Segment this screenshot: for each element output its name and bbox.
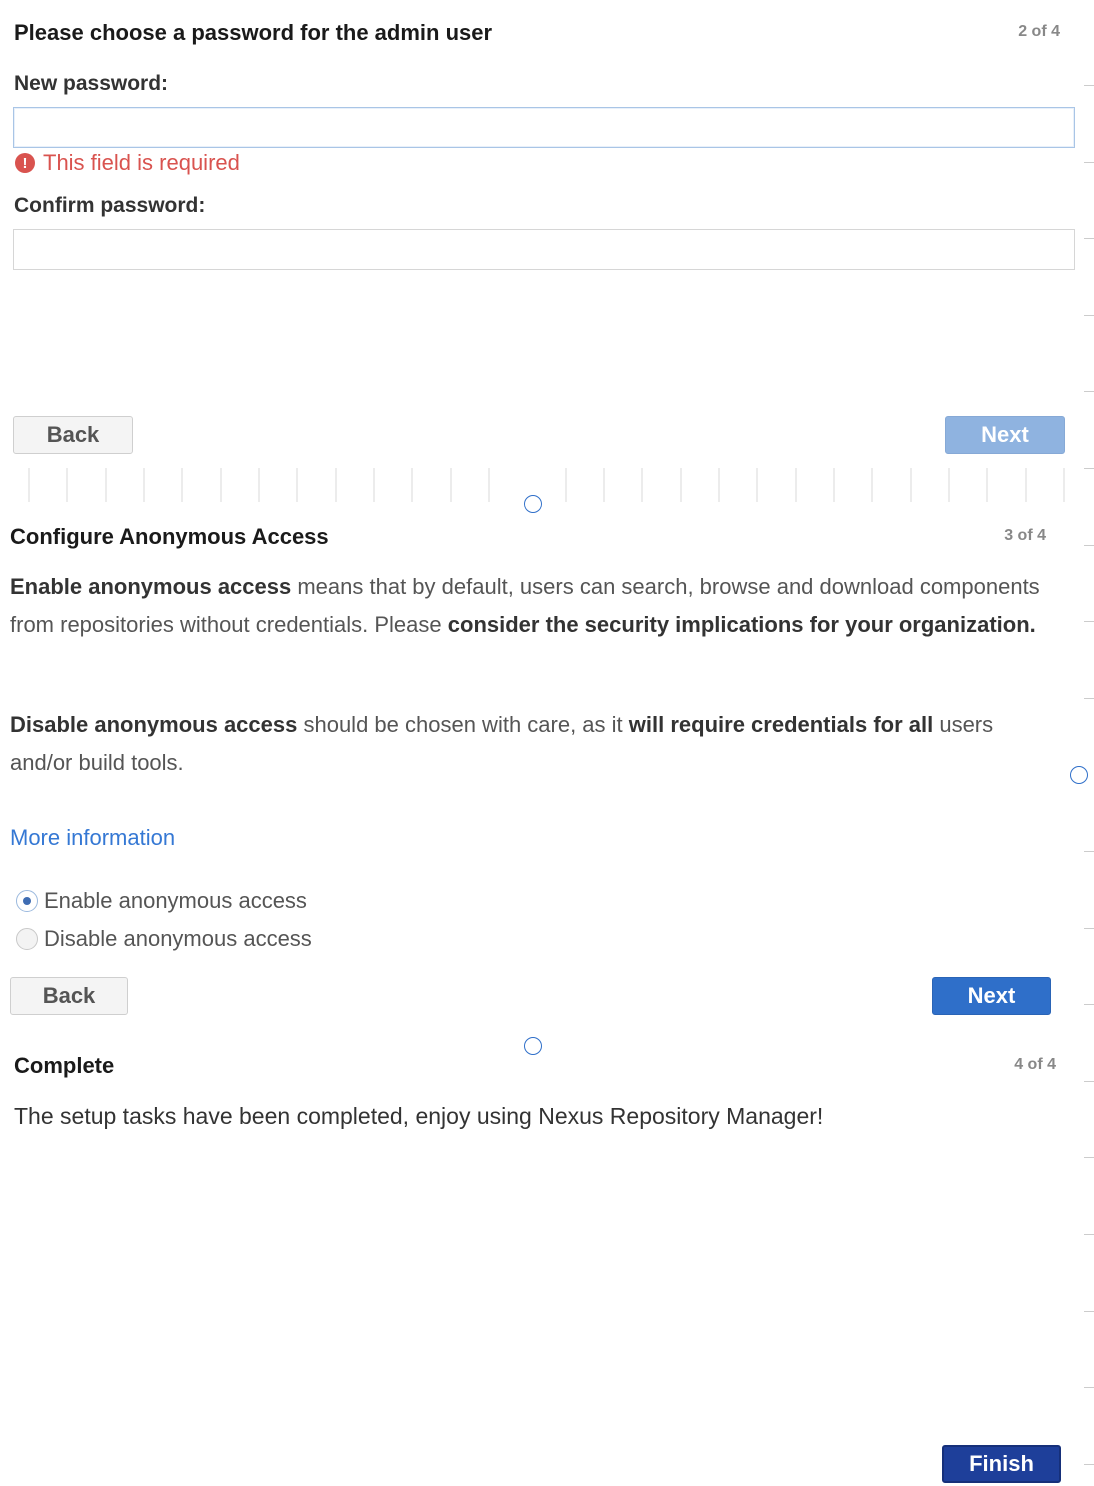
next-button[interactable]: Next: [945, 416, 1065, 454]
admin-password-panel: [0, 0, 1080, 470]
anonymous-access-panel: [0, 505, 1080, 1030]
panel-title: Complete: [14, 1053, 115, 1078]
enable-term: Enable anonymous access: [10, 574, 292, 599]
back-button[interactable]: Back: [13, 416, 133, 454]
exclamation-icon: !: [15, 153, 35, 173]
new-password-label: New password:: [14, 72, 169, 95]
step-indicator: 2 of 4: [1018, 23, 1060, 40]
error-text: This field is required: [43, 150, 240, 175]
panel-title: Configure Anonymous Access: [10, 524, 329, 549]
disable-term: Disable anonymous access: [10, 712, 298, 737]
radio-enable-anonymous[interactable]: [16, 888, 307, 914]
credentials-note: will require credentials for all: [628, 712, 934, 737]
radio-label: Enable anonymous access: [44, 888, 307, 913]
back-button[interactable]: Back: [10, 977, 128, 1015]
more-information-link[interactable]: More information: [10, 825, 176, 850]
finish-button[interactable]: Finish: [942, 1445, 1061, 1483]
step-indicator: 3 of 4: [1004, 527, 1046, 544]
step-indicator: 4 of 4: [1014, 1056, 1056, 1073]
next-button[interactable]: Next: [932, 977, 1051, 1015]
new-password-input[interactable]: [13, 107, 1075, 148]
radio-label: Disable anonymous access: [44, 926, 312, 951]
confirm-password-label: Confirm password:: [14, 194, 206, 217]
panel-title: Please choose a password for the admin user: [14, 20, 493, 45]
disable-description: Disable anonymous access should be chosen with care, as it will require credentials for all users and/or build tools.: [10, 712, 994, 775]
radio-checked-icon[interactable]: [16, 890, 38, 912]
radio-disable-anonymous[interactable]: [16, 926, 312, 952]
radio-unchecked-icon[interactable]: [16, 928, 38, 950]
security-note: consider the security implications for your organization.: [447, 612, 1036, 637]
error-message: [15, 150, 240, 176]
enable-description: Enable anonymous access means that by default, users can search, browse and download components from repositories without credentials. Please consider the security implications for your organization.: [10, 574, 1040, 637]
complete-message: The setup tasks have been completed, enjoy using Nexus Repository Manager!: [14, 1103, 824, 1129]
confirm-password-input[interactable]: [13, 229, 1075, 270]
complete-panel: [0, 1035, 1080, 1486]
